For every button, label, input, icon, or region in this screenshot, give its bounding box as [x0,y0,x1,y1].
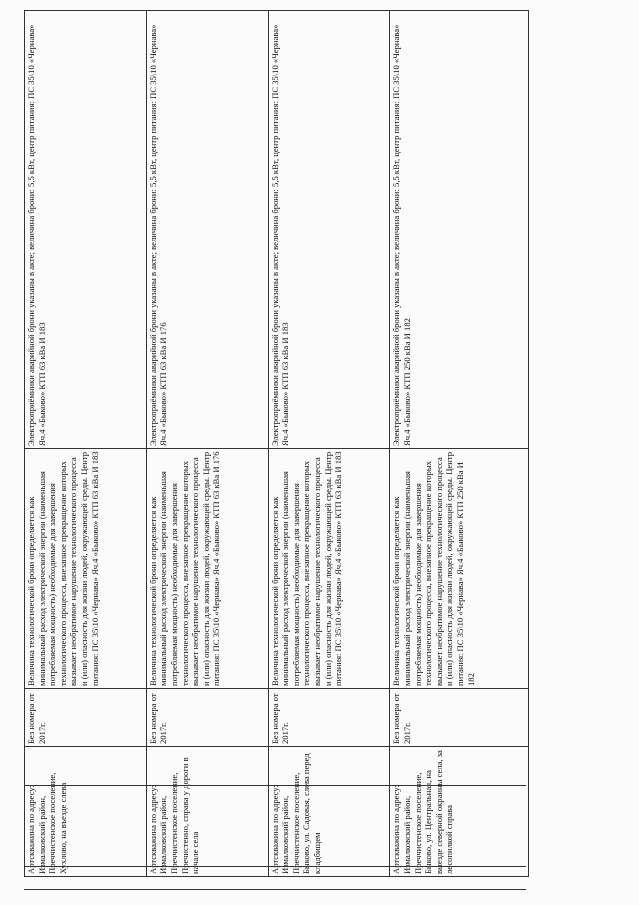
tech-armor-cell: Величина технологической брони определяется как минимальный расход электрической энергии (наименьшая потребляемая мощность) необходимые для завершения технологического процесса, внезапное прекращение которых вызывает необратимое нарушение технологического процесса и (или) опасность для жизни людей, окружающей среды. Центр питания: ПС 35\10 «Чернава» Яч.4 «Быково» КТП 63 кВа И 176 [146,449,268,689]
tech-armor-cell: Величина технологической брони определяется как минимальный расход электрической энергии (наименьшая потребляемая мощность) необходимые для завершения технологического процесса, внезапное прекращение которых вызывает необратимое нарушение технологического процесса и (или) опасность для жизни людей, окружающей среды. Центр питания: ПС 35\10 «Чернава» Яч.4 «Быково» КТП 250 кВа И 182 [390,449,529,689]
table-row [390,11,529,877]
number-cell: Без номера от 2017г. [268,689,390,747]
divider-line [24,866,526,867]
number-cell: Без номера от 2017г. [146,689,268,747]
table-row [268,11,390,877]
table-row [25,11,147,877]
divider-line [24,889,526,890]
rotated-table-frame [24,11,529,877]
table-row [146,11,268,877]
emergency-armor-cell: Электроприёмники аварийной брони указаны в акте; величина брони: 5,5 кВт, центр питания: ПС 35\10 «Чернава» Яч.4 «Быково» КТП 250 кВа И 182 [390,11,529,449]
tech-armor-cell: Величина технологической брони определяется как минимальный расход электрической энергии (наименьшая потребляемая мощность) необходимые для завершения технологического процесса, внезапное прекращение которых вызывает необратимое нарушение технологического процесса и (или) опасность для жизни людей, окружающей среды. Центр питания: ПС 35\10 «Чернава» Яч.4 «Быково» КТП 63 кВа И 183 [268,449,390,689]
number-cell: Без номера от 2017г. [390,689,529,747]
number-cell: Без номера от 2017г. [25,689,147,747]
location-cell: Артскважина по адресу: Измалковский район, Преччистенское поселение, Быково, ул. Садовая, слева перед кладбищем [268,747,390,877]
emergency-armor-cell: Электроприёмники аварийной брони указаны в акте; величина брони: 5,5 кВт, центр питания: ПС 35\10 «Чернава» Яч.4 «Быково» КТП 63 кВа И 176 [146,11,268,449]
armor-table [24,10,529,877]
location-cell: Артскважина по адресу: Измалковский район, Преччистенское поселение, Хухлово, на въезде слева [25,747,147,877]
divider-line [24,785,526,786]
location-cell: Артскважина по адресу: Измалковский район, Преччистенское поселение, Быково, ул. Центральная, на выезде северной окраины села, за лесопилкой справа [390,747,529,877]
tech-armor-cell: Величина технологической брони определяется как минимальный расход электрической энергии (наименьшая потребляемая мощность) необходимые для завершения технологического процесса, внезапное прекращение которых вызывает необратимое нарушение технологического процесса и (или) опасность для жизни людей, окружающей среды. Центр питания: ПС 35\10 «Чернава» Яч.4 «Быково» КТП 63 кВа И 183 [25,449,147,689]
emergency-armor-cell: Электроприёмники аварийной брони указаны в акте; величина брони: 5,5 кВт, центр питания: ПС 35\10 «Чернава» Яч.4 «Быково» КТП 63 кВа И 183 [268,11,390,449]
emergency-armor-cell: Электроприёмники аварийной брони указаны в акте; величина брони: 5,5 кВт, центр питания: ПС 35\10 «Чернава» Яч.4 «Быково» КТП 63 кВа И 183 [25,11,147,449]
location-cell: Артскважина по адресу: Измалковский район, Преччистенское поселение, Пречистенно, справа у дороги в начале села [146,747,268,877]
